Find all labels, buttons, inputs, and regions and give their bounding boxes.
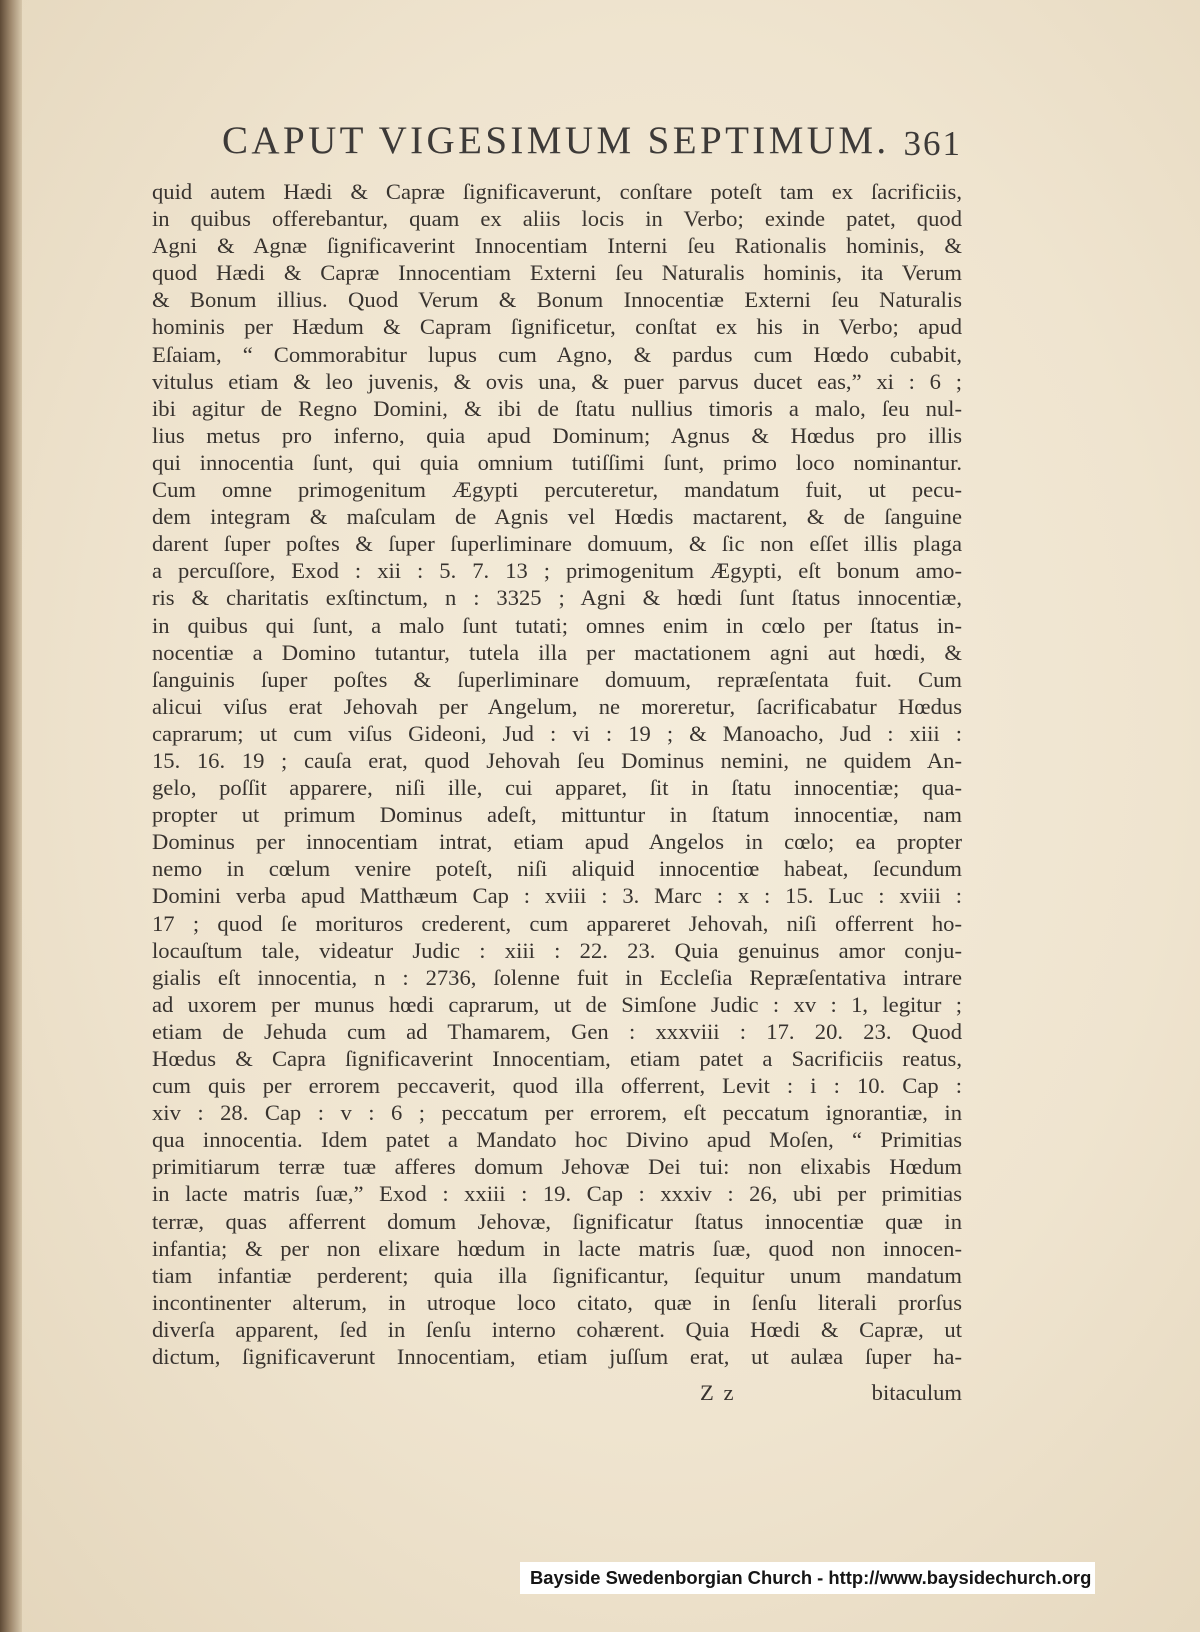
text-line: Hœdus & Capra ſignificaverint Innocentiam, etiam patet a Sacrificiis reatus, — [152, 1046, 962, 1071]
text-line: in lacte matris ſuæ,” Exod : xxiii : 19. Cap : xxxiv : 26, ubi per primitias — [152, 1181, 962, 1207]
text-line: incontinenter alterum, in utroque loco citato, quæ in ſenſu literali prorſus — [152, 1289, 962, 1315]
text-line: Dominus per innocentiam intrat, etiam apud Angelos in cœlo; ea propter — [152, 829, 962, 855]
text-line: in quibus qui ſunt, a malo ſunt tutati; omnes enim in cœlo per ſtatus in- — [152, 612, 962, 638]
text-line: quod Hædi & Capræ Innocentiam Externi ſeu Naturalis hominis, ita Verum — [152, 260, 962, 286]
text-line: ſanguinis ſuper poſtes & ſuperliminare domuum, repræſentata fuit. Cum — [152, 666, 962, 692]
text-line: diverſa apparent, ſed in ſenſu interno cohærent. Quia Hœdi & Capræ, ut — [152, 1316, 962, 1342]
text-line: dem integram & maſculam de Agnis vel Hœdis mactarent, & de ſanguine — [152, 504, 962, 530]
text-line: gelo, poſſit apparere, niſi ille, cui apparet, ſit in ſtatu innocentiæ; qua- — [152, 775, 962, 801]
text-line: tiam infantiæ perderent; quia illa ſignificantur, ſequitur unum mandatum — [152, 1262, 962, 1288]
page-number: 361 — [903, 124, 962, 163]
text-line: in quibus offerebantur, quam ex aliis locis in Verbo; exinde patet, quod — [152, 206, 962, 232]
text-line: 17 ; quod ſe morituros crederent, cum appareret Jehovah, niſi offerrent ho- — [152, 910, 962, 936]
text-line: infantia; & per non elixare hœdum in lacte matris ſuæ, quod non innocen- — [152, 1235, 962, 1261]
text-line: & Bonum illius. Quod Verum & Bonum Innocentiæ Externi ſeu Naturalis — [152, 287, 962, 313]
text-line: Agni & Agnæ ſignificaverint Innocentiam Interni ſeu Rationalis hominis, & — [152, 233, 962, 259]
text-line: lius metus pro inferno, quia apud Dominum; Agnus & Hœdus pro illis — [152, 422, 962, 448]
text-line: 15. 16. 19 ; cauſa erat, quod Jehovah ſeu Dominus nemini, ne quidem An- — [152, 747, 962, 773]
text-line: etiam de Jehuda cum ad Thamarem, Gen : xxxviii : 17. 20. 23. Quod — [152, 1018, 962, 1044]
signature-mark: Z z — [700, 1380, 736, 1405]
text-line: xiv : 28. Cap : v : 6 ; peccatum per errorem, eſt peccatum ignorantiæ, in — [152, 1100, 962, 1126]
text-line: Cum omne primogenitum Ægypti percuteretur, mandatum fuit, ut pecu- — [152, 477, 962, 503]
running-head — [222, 114, 962, 170]
page-footer — [152, 1380, 962, 1410]
text-line: cum quis per errorem peccaverit, quod illa offerrent, Levit : i : 10. Cap : — [152, 1073, 962, 1099]
catchword: bitaculum — [871, 1380, 962, 1405]
text-line: dictum, ſignificaverunt Innocentiam, etiam juſſum erat, ut aulæa ſuper ha- — [152, 1344, 962, 1370]
text-line: terræ, quas afferrent domum Jehovæ, ſignificatur ſtatus innocentiæ quæ in — [152, 1208, 962, 1234]
text-line: hominis per Hædum & Capram ſignificetur, conſtat ex his in Verbo; apud — [152, 314, 962, 340]
text-line: qua innocentia. Idem patet a Mandato hoc Divino apud Moſen, “ Primitias — [152, 1127, 962, 1153]
text-line: quid autem Hædi & Capræ ſignificaverunt, conſtare poteſt tam ex ſacrificiis, — [152, 179, 962, 204]
text-line: Domini verba apud Matthæum Cap : xviii : 3. Marc : x : 15. Luc : xviii : — [152, 883, 962, 909]
text-line: alicui viſus erat Jehovah per Angelum, ne moreretur, ſacrificabatur Hœdus — [152, 693, 962, 719]
text-line: a percuſſore, Exod : xii : 5. 7. 13 ; primogenitum Ægypti, eſt bonum amo- — [152, 558, 962, 584]
text-line: ad uxorem per munus hœdi caprarum, ut de Simſone Judic : xv : 1, legitur ; — [152, 991, 962, 1017]
text-line: Eſaiam, “ Commorabitur lupus cum Agno, & pardus cum Hœdo cubabit, — [152, 341, 962, 367]
body-text — [152, 178, 962, 1370]
watermark-banner — [520, 1562, 1095, 1594]
text-line: nocentiæ a Domino tutantur, tutela illa per mactationem agni aut hœdi, & — [152, 639, 962, 665]
text-line: vitulus etiam & leo juvenis, & ovis una, & puer parvus ducet eas,” xi : 6 ; — [152, 368, 962, 394]
text-line: qui innocentia ſunt, qui quia omnium tutiſſimi ſunt, primo loco nominantur. — [152, 449, 962, 475]
text-line: propter ut primum Dominus adeſt, mittuntur in ſtatum innocentiæ, nam — [152, 802, 962, 828]
text-line: caprarum; ut cum viſus Gideoni, Jud : vi : 19 ; & Manoacho, Jud : xiii : — [152, 720, 962, 746]
text-line: gialis eſt innocentia, n : 2736, ſolenne fuit in Eccleſia Repræſentativa intrare — [152, 964, 962, 990]
watermark-text: Bayside Swedenborgian Church - http://www.baysidechurch.org — [530, 1567, 1092, 1588]
text-line: primitiarum terræ tuæ afferes domum Jehovæ Dei tui: non elixabis Hœdum — [152, 1154, 962, 1180]
book-gutter — [0, 0, 22, 1632]
text-line: nemo in cœlum venire poteſt, niſi aliquid innocentiœ habeat, ſecundum — [152, 856, 962, 882]
text-line: darent ſuper poſtes & ſuper ſuperliminare domuum, & ſic non eſſet illis plaga — [152, 531, 962, 557]
text-line: locauſtum tale, videatur Judic : xiii : 22. 23. Quia genuinus amor conju- — [152, 937, 962, 963]
text-line: ibi agitur de Regno Domini, & ibi de ſtatu nullius timoris a malo, ſeu nul- — [152, 395, 962, 421]
text-line: ris & charitatis exſtinctum, n : 3325 ; Agni & hœdi ſunt ſtatus innocentiæ, — [152, 585, 962, 611]
chapter-title: CAPUT VIGESIMUM SEPTIMUM. — [222, 119, 890, 162]
